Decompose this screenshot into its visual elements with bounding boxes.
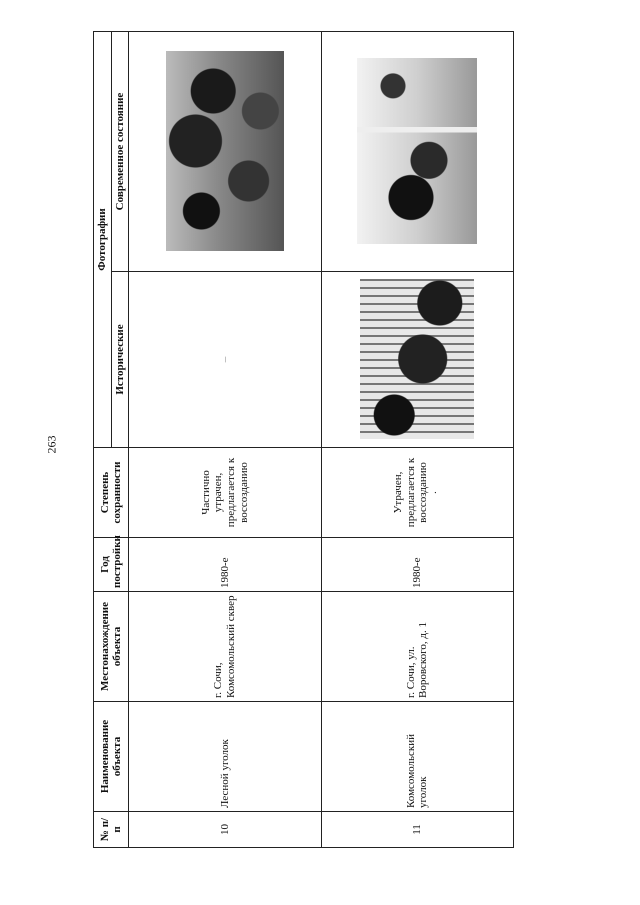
row-historical [321, 272, 513, 448]
table-row [321, 32, 513, 848]
row-state [321, 448, 513, 538]
page-number: 263 [44, 435, 59, 454]
row-modern [321, 32, 513, 272]
empty-placeholder: – [218, 356, 231, 363]
modern-photo-forest [166, 52, 284, 252]
row-year: 1980-е [321, 538, 513, 592]
row-num: 11 [321, 812, 513, 848]
header-location: Местонахождение объекта [94, 592, 129, 702]
row-location: г. Сочи, ул. Воровского, д. 1 [321, 592, 513, 702]
row-year: 1980-е [129, 538, 321, 592]
stray-mark: · [429, 490, 442, 495]
row-num: 10 [129, 812, 321, 848]
row-name: Комсомольский уголок [321, 702, 513, 812]
row-modern [129, 32, 321, 272]
registry-table [93, 31, 514, 848]
registry-table-wrapper [93, 32, 514, 848]
header-photos: Фотографии [94, 32, 112, 448]
header-year: Год постройки [94, 538, 129, 592]
header-state: Степень сохранности [94, 448, 129, 538]
state-text: Утрачен, предлагается к воссозданию [392, 457, 430, 528]
header-num: № п/п [94, 812, 129, 848]
row-state: Частично утрачен, предлагается к воссозданию [129, 448, 321, 538]
row-location: г. Сочи, Комсомольский сквер [129, 592, 321, 702]
table-row [129, 32, 321, 848]
header-name: Наименование объекта [94, 702, 129, 812]
historical-photo [360, 280, 474, 440]
modern-photo-street [357, 59, 477, 245]
row-historical [129, 272, 321, 448]
row-name: Лесной уголок [129, 702, 321, 812]
header-modern: Современное состояние [111, 32, 129, 272]
header-historical: Исторические [111, 272, 129, 448]
header-row [94, 32, 112, 848]
